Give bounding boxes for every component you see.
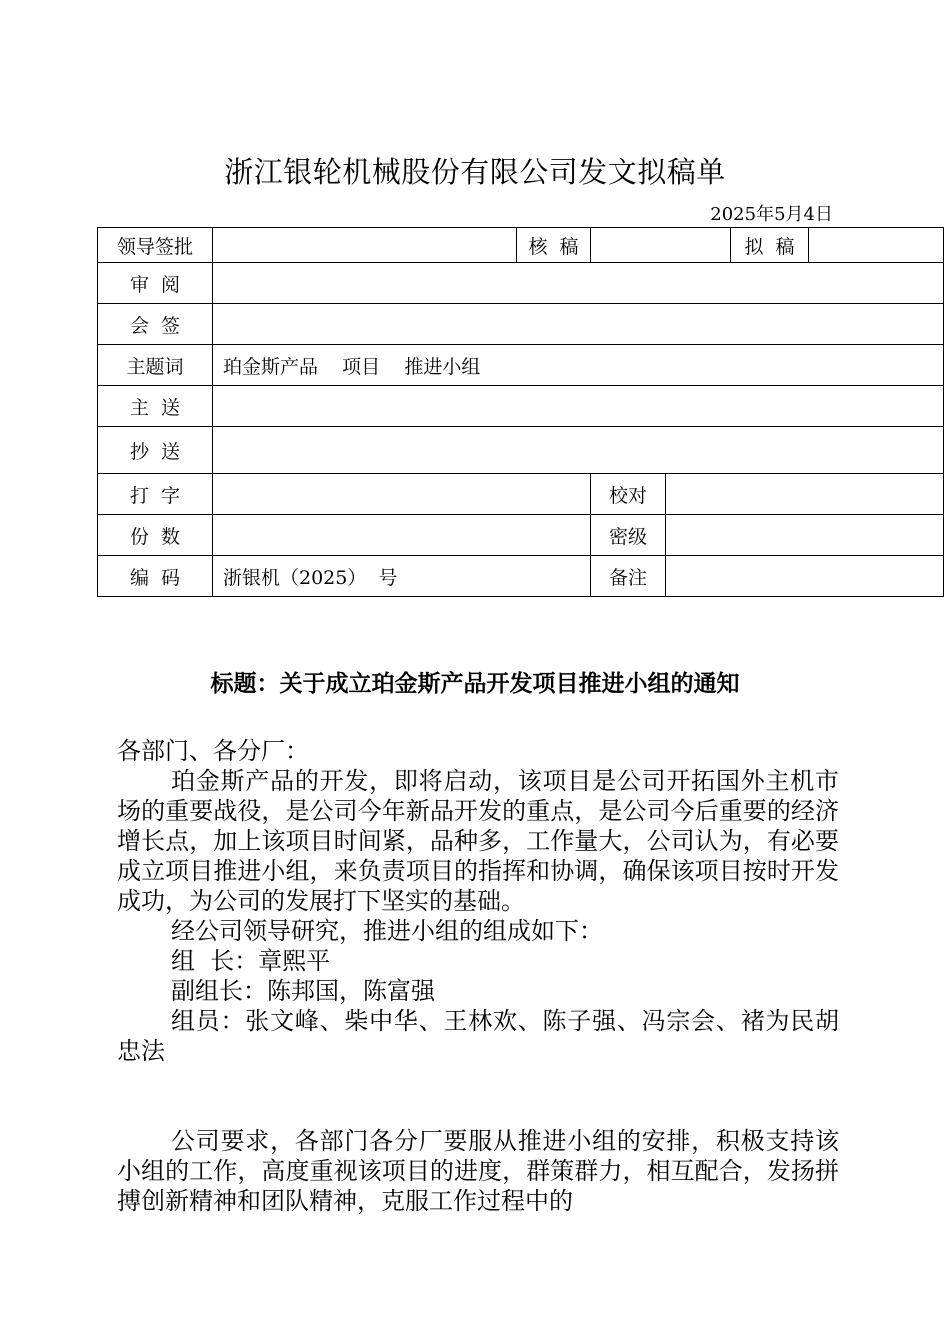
proofread-field[interactable] xyxy=(666,474,943,514)
cc-field[interactable] xyxy=(213,427,944,474)
keywords-label: 主题词 xyxy=(98,345,213,386)
secrecy-label: 密级 xyxy=(591,515,666,555)
review-draft-field[interactable] xyxy=(591,228,731,263)
drafter-field[interactable] xyxy=(809,228,944,263)
draft-date: 2025年5月4日 xyxy=(710,204,833,225)
read-label: 审 阅 xyxy=(98,263,213,304)
proofread-cell xyxy=(591,474,944,515)
notice-body xyxy=(117,736,839,1216)
group-members: 组员：张文峰、柴中华、王林欢、陈子强、冯宗会、褚为民胡忠法 xyxy=(117,1007,839,1065)
paragraph-2: 经公司领导研究，推进小组的组成如下： xyxy=(171,917,603,945)
document-title: 浙江银轮机械股份有限公司发文拟稿单 xyxy=(224,155,726,189)
notice-subject: 标题：关于成立珀金斯产品开发项目推进小组的通知 xyxy=(210,671,740,697)
drafter-label: 拟 稿 xyxy=(731,228,809,263)
form-row-cc xyxy=(98,427,944,474)
secrecy-field[interactable] xyxy=(666,515,943,555)
form-row-typing xyxy=(98,474,944,515)
typing-field[interactable] xyxy=(213,474,591,515)
keywords-field[interactable]: 珀金斯产品 项目 推进小组 xyxy=(213,345,944,386)
countersign-label: 会 签 xyxy=(98,304,213,345)
group-leader: 组 长：章熙平 xyxy=(171,947,331,975)
form-row-keywords xyxy=(98,345,944,386)
paragraph-3: 公司要求，各部门各分厂要服从推进小组的安排，积极支持该小组的工作，高度重视该项目的进度，群策群力，相互配合，发扬拼搏创新精神和团队精神，克服工作过程中的 xyxy=(117,1127,839,1215)
review-draft-label: 核 稿 xyxy=(517,228,591,263)
copies-label: 份 数 xyxy=(98,515,213,556)
cc-label: 抄 送 xyxy=(98,427,213,474)
remark-cell xyxy=(591,556,944,597)
form-row-countersign xyxy=(98,304,944,345)
code-label: 编 码 xyxy=(98,556,213,597)
form-row-copies xyxy=(98,515,944,556)
paragraph-1: 珀金斯产品的开发，即将启动，该项目是公司开拓国外主机市场的重要战役，是公司今年新品开发的重点，是公司今后重要的经济增长点，加上该项目时间紧，品种多，工作量大，公司认为，有必要成立项目推进小组，来负责项目的指挥和协调，确保该项目按时开发成功，为公司的发展打下坚实的基础。 xyxy=(117,767,839,915)
countersign-field[interactable] xyxy=(213,304,944,345)
remark-label: 备注 xyxy=(591,556,666,596)
leader-sign-field[interactable] xyxy=(213,228,517,263)
secrecy-cell xyxy=(591,515,944,556)
main-send-field[interactable] xyxy=(213,386,944,427)
salutation: 各部门、各分厂： xyxy=(117,737,309,765)
draft-form-table xyxy=(97,227,944,597)
main-send-label: 主 送 xyxy=(98,386,213,427)
form-row-read xyxy=(98,263,944,304)
form-row-main-send xyxy=(98,386,944,427)
proofread-label: 校对 xyxy=(591,474,666,514)
leader-sign-label: 领导签批 xyxy=(98,228,213,263)
form-row-code xyxy=(98,556,944,597)
typing-label: 打 字 xyxy=(98,474,213,515)
group-deputy: 副组长：陈邦国，陈富强 xyxy=(171,977,435,1005)
copies-field[interactable] xyxy=(213,515,591,556)
remark-field[interactable] xyxy=(666,556,943,596)
form-row-leader-sign xyxy=(98,228,944,263)
read-field[interactable] xyxy=(213,263,944,304)
code-field[interactable]: 浙银机（2025） 号 xyxy=(213,556,591,597)
